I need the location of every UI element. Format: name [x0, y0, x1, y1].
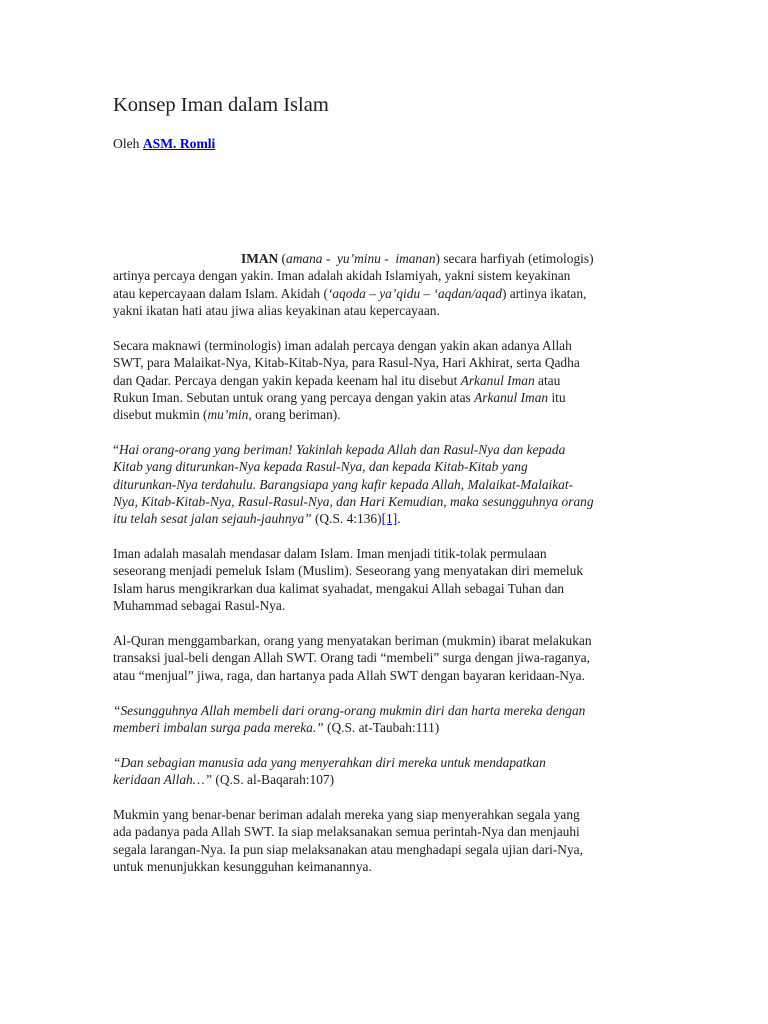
paragraph-line: SWT, para Malaikat-Nya, Kitab-Kitab-Nya, para Rasul-Nya, Hari Akhirat, serta Qadha: [113, 355, 580, 371]
text-run: disebut mukmin (: [113, 407, 208, 423]
paragraph-line: ada padanya pada Allah SWT. Ia siap melaksanakan semua perintah-Nya dan menjauhi: [113, 824, 580, 840]
paragraph-line: atau “menjual” jiwa, raga, dan hartanya pada Allah SWT dengan bayaran keridaan-Nya.: [113, 667, 585, 683]
text-run: (: [278, 251, 287, 266]
italic-term: Arkanul Iman: [460, 372, 535, 388]
byline-prefix: Oleh: [113, 136, 143, 151]
text-run: , orang beriman).: [248, 407, 341, 423]
text-run: atau: [534, 372, 561, 388]
paragraph-line: Mukmin yang benar-benar beriman adalah mereka yang siap menyerahkan segala yang: [113, 807, 580, 822]
paragraph-line: [113, 771, 673, 788]
text-run: Nya, Kitab-Kitab-Nya, Rasul-Rasul-Nya, dan Hari Kemudian, maka sesungguhnya orang: [113, 493, 594, 509]
text-run: dan Qadar. Percaya dengan yakin kepada keenam hal itu disebut: [113, 372, 461, 388]
paragraph-line: [113, 441, 673, 458]
paragraph-line: [113, 510, 673, 527]
paragraph-line: artinya percaya dengan yakin. Iman adalah akidah Islamiyah, yakni sistem keyakinan: [113, 268, 571, 284]
quote-at-taubah-111: [113, 702, 673, 737]
citation: (Q.S. al-Baqarah:107): [212, 772, 335, 788]
paragraph-iman-definition: [113, 250, 673, 319]
text-run: memberi imbalan surga pada mereka.”: [113, 720, 324, 736]
text-run: itu telah sesat jalan sejauh-jauhnya”: [113, 511, 312, 527]
paragraph-line: [113, 285, 673, 302]
paragraph-al-quran: [113, 632, 673, 684]
arabic-term: ‘aqoda – ya’qidu – ‘aqdan/aqad: [327, 285, 502, 301]
paragraph-line: [113, 389, 673, 406]
paragraph-iman-fundamental: [113, 545, 673, 614]
text-run: .: [397, 511, 401, 527]
text-run: itu: [548, 389, 566, 405]
footnote-link[interactable]: [1]: [381, 511, 398, 527]
paragraph-line: [113, 719, 673, 736]
paragraph-mukmin: [113, 806, 673, 875]
paragraph-line: [113, 476, 673, 493]
paragraph-line: segala larangan-Nya. Ia pun siap melaksanakan atau menghadapi segala ujian dari-Nya,: [113, 841, 583, 857]
quote-qs-4-136: [113, 441, 673, 527]
paragraph-line: Secara maknawi (terminologis) iman adalah percaya dengan yakin akan adanya Allah: [113, 338, 572, 353]
citation: (Q.S. at-Taubah:111): [323, 720, 440, 736]
text-run: Kitab yang diturunkan-Nya kepada Rasul-Nya, dan kepada Kitab-Kitab yang: [113, 459, 528, 475]
paragraph-line: [113, 702, 673, 719]
paragraph-line: Al-Quran menggambarkan, orang yang menyatakan beriman (mukmin) ibarat melakukan: [113, 633, 592, 648]
paragraph-line: [113, 406, 673, 423]
quote-al-baqarah-107: [113, 754, 673, 789]
page-title: Konsep Iman dalam Islam: [113, 94, 329, 116]
paragraph-line: Muhammad sebagai Rasul-Nya.: [113, 597, 286, 613]
paragraph-line: [113, 250, 673, 267]
text-run: ) secara harfiyah (etimologis): [435, 251, 594, 266]
iman-term: IMAN: [241, 251, 279, 266]
paragraph-line: [113, 372, 673, 389]
text-run: ) artinya ikatan,: [501, 285, 587, 301]
paragraph-line: [113, 493, 673, 510]
citation: (Q.S. 4:136): [311, 511, 382, 527]
arabic-forms: amana - yu’minu - imanan: [286, 251, 436, 266]
text-run: “Sesungguhnya Allah membeli dari orang-orang mukmin diri dan harta mereka dengan: [113, 703, 586, 718]
paragraph-line: yakni ikatan hati atau jiwa alias keyakinan atau kepercayaan.: [113, 302, 440, 318]
text-run: diturunkan-Nya terdahulu. Barangsiapa yang kafir kepada Allah, Malaikat-Malaikat-: [113, 476, 574, 492]
paragraph-line: Iman adalah masalah mendasar dalam Islam. Iman menjadi titik-tolak permulaan: [113, 546, 547, 561]
open-quote: “: [113, 442, 119, 457]
text-run: atau kepercayaan dalam Islam. Akidah (: [113, 285, 328, 301]
paragraph-line: transaksi jual-beli dengan Allah SWT. Orang tadi “membeli” surga dengan jiwa-raganya,: [113, 650, 590, 666]
paragraph-line: [113, 458, 673, 475]
italic-term: mu’min: [207, 407, 249, 423]
italic-term: Arkanul Iman: [474, 389, 549, 405]
text-run: “Dan sebagian manusia ada yang menyerahkan diri mereka untuk mendapatkan: [113, 755, 546, 770]
author-link[interactable]: ASM. Romli: [142, 136, 216, 151]
paragraph-line: Islam harus mengikrarkan dua kalimat syahadat, mengakui Allah sebagai Tuhan dan: [113, 580, 565, 596]
byline: [113, 135, 215, 153]
paragraph-iman-terminology: [113, 337, 673, 423]
text-run: keridaan Allah…”: [113, 772, 213, 788]
paragraph-line: seseorang menjadi pemeluk Islam (Muslim). Seseorang yang menyatakan diri memeluk: [113, 563, 584, 579]
text-run: Rukun Iman. Sebutan untuk orang yang percaya dengan yakin atas: [113, 389, 475, 405]
paragraph-line: untuk menunjukkan kesungguhan keimanannya.: [113, 858, 372, 874]
paragraph-line: [113, 754, 673, 771]
text-run: Hai orang-orang yang beriman! Yakinlah kepada Allah dan Rasul-Nya dan kepada: [118, 442, 566, 457]
